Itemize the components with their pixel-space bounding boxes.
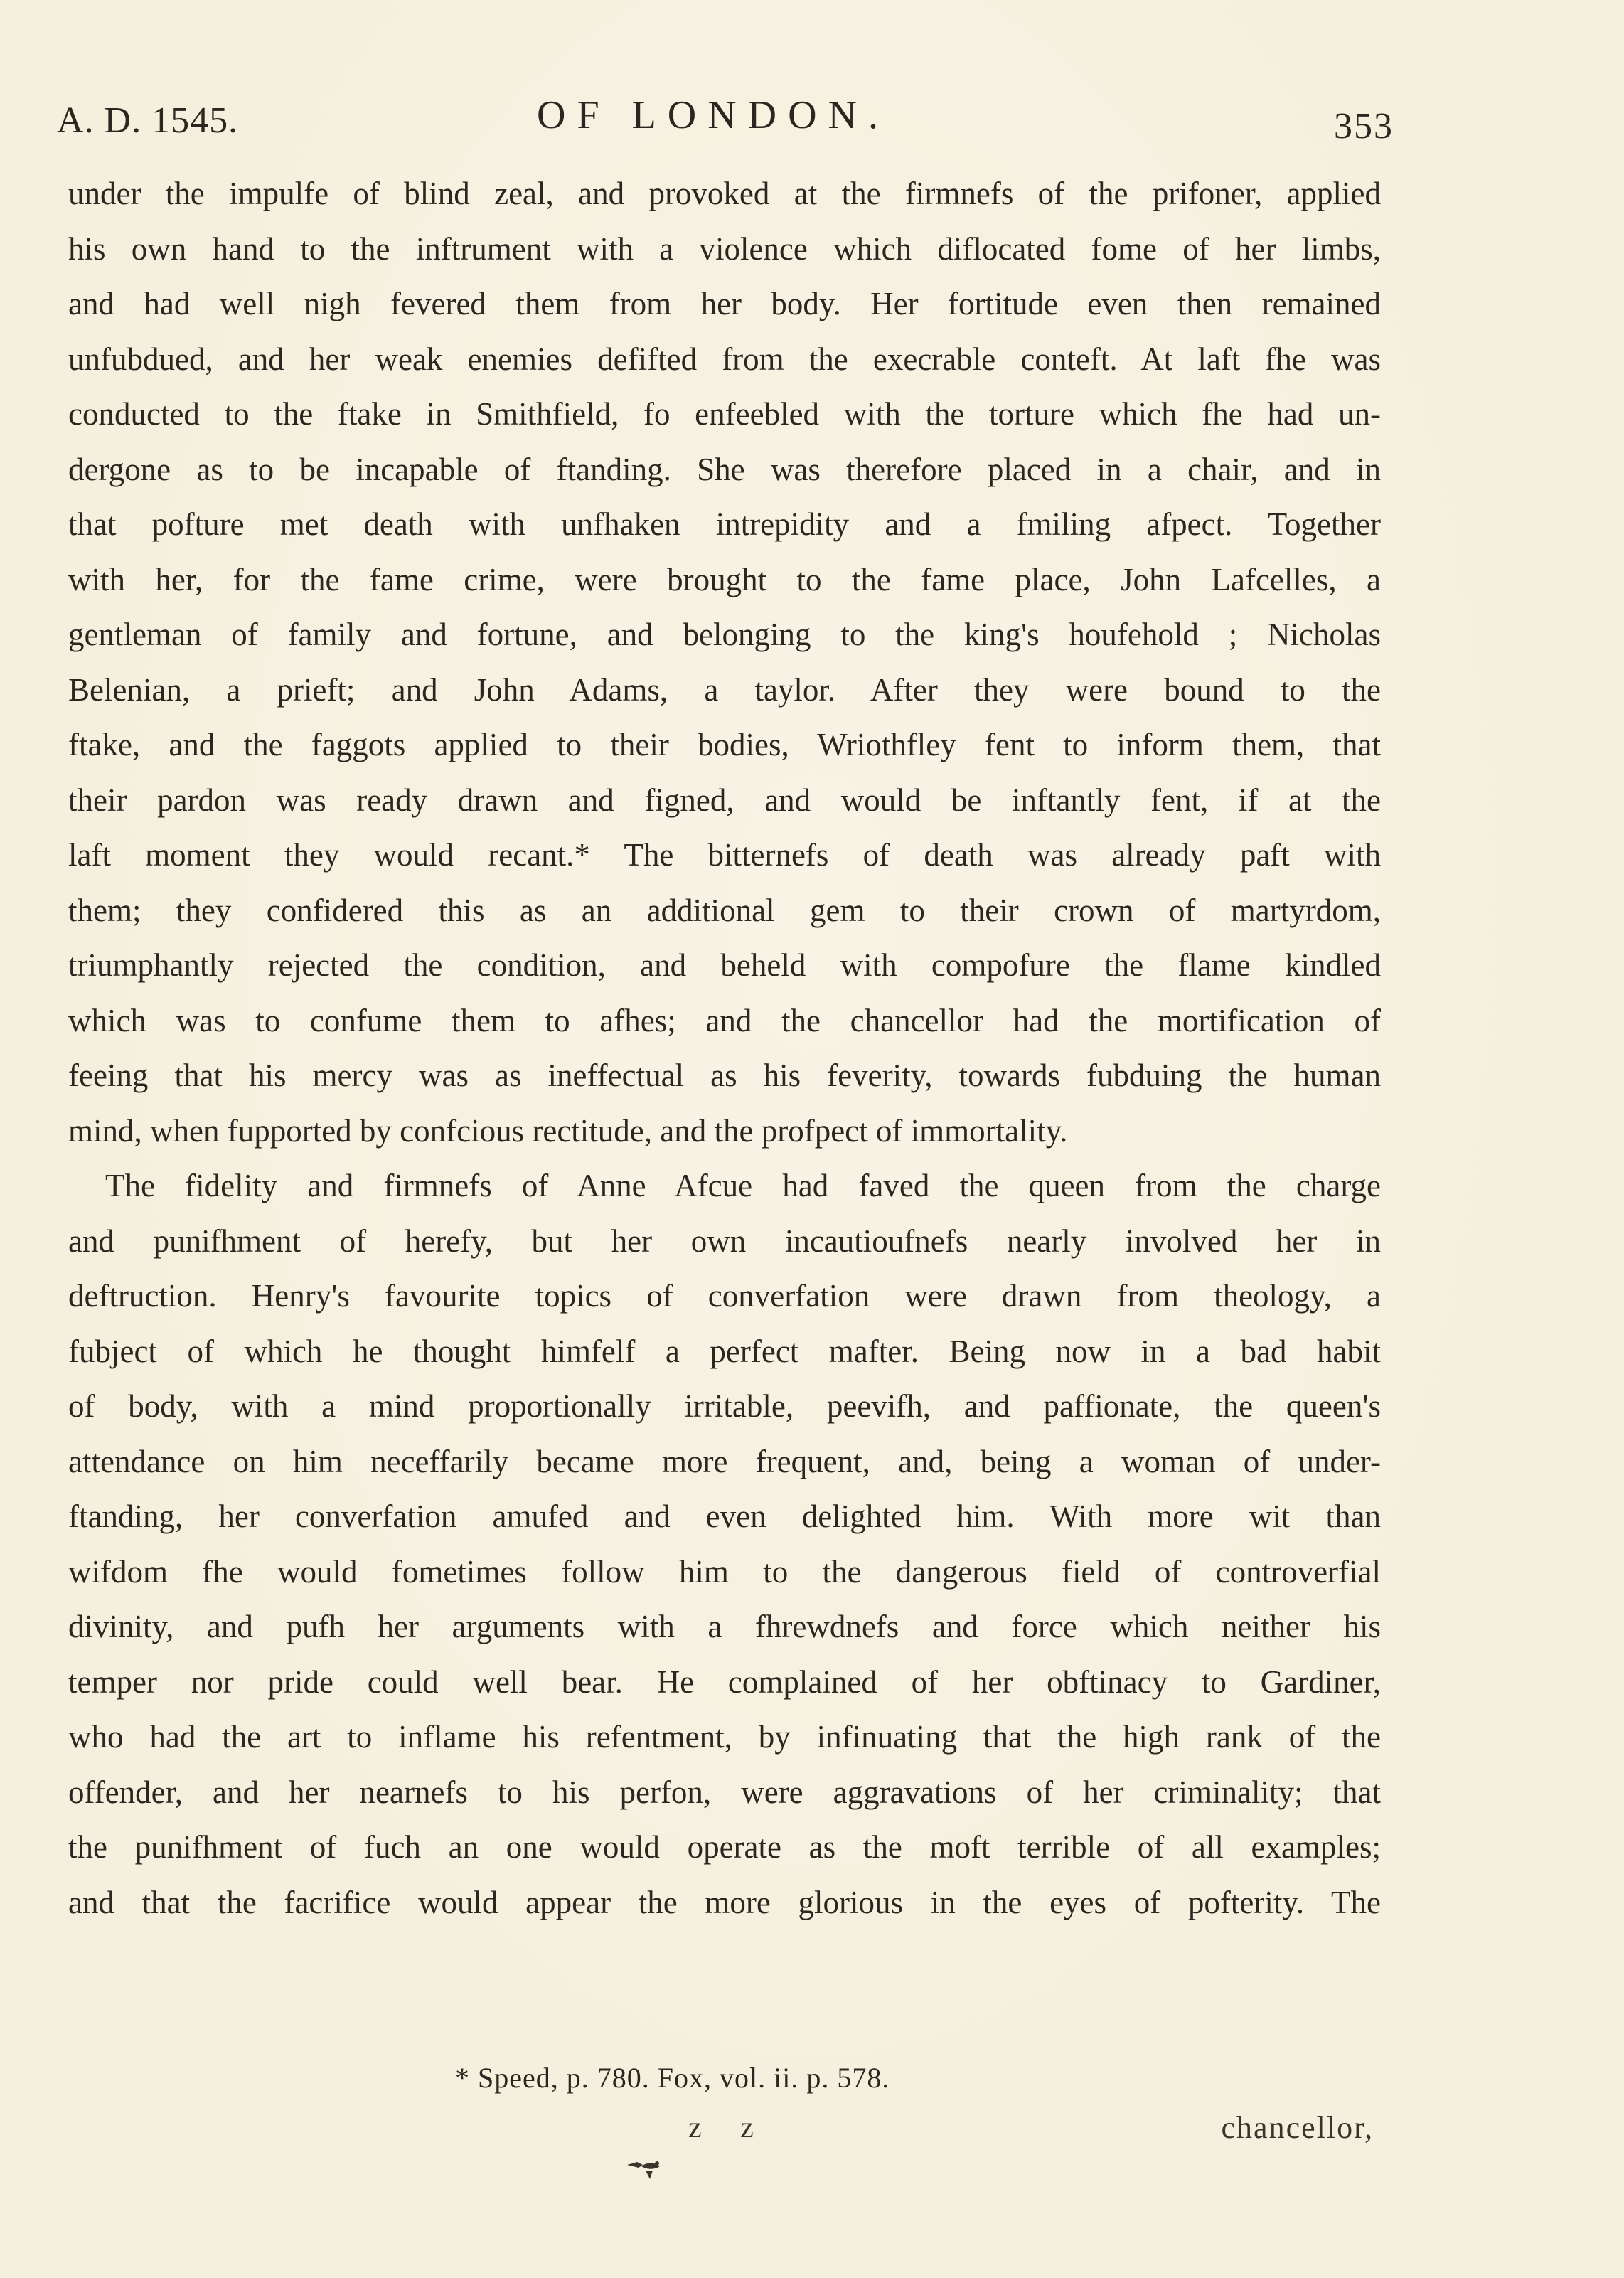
header-title: OF LONDON. bbox=[537, 93, 890, 137]
text-line: attendance on him neceffarily became more frequent, and, being a woman of under- bbox=[68, 1443, 1381, 1479]
page-number: 353 bbox=[1334, 106, 1394, 147]
text-line: them; they confidered this as an additional gem to their crown of martyrdom, bbox=[68, 892, 1381, 928]
text-line: Belenian, a prieft; and John Adams, a taylor. After they were bound to the bbox=[68, 671, 1381, 708]
text-line: and had well nigh fevered them from her body. Her fortitude even then remained bbox=[68, 286, 1381, 321]
text-line: their pardon was ready drawn and figned, and would be inftantly fent, if at the bbox=[68, 782, 1381, 818]
text-line: who had the art to inflame his refentment, by infinuating that the high rank of the bbox=[68, 1719, 1381, 1755]
text-line: divinity, and pufh her arguments with a fhrewdnefs and force which neither his bbox=[68, 1609, 1381, 1644]
running-head bbox=[57, 92, 1394, 149]
text-line: gentleman of family and fortune, and belonging to the king's houfehold ; Nicholas bbox=[68, 617, 1381, 652]
text-line: conducted to the ftake in Smithfield, fo enfeebled with the torture which fhe had un- bbox=[68, 396, 1381, 432]
text-line: of body, with a mind proportionally irritable, peevifh, and paffionate, the queen's bbox=[68, 1388, 1381, 1424]
text-line: ftanding, her converfation amufed and even delighted him. With more wit than bbox=[68, 1499, 1381, 1534]
text-line: and punifhment of herefy, but her own incautioufnefs nearly involved her in bbox=[68, 1223, 1381, 1259]
text-line: laft moment they would recant.* The bitternefs of death was already paft with bbox=[68, 837, 1381, 873]
signature-mark: z z bbox=[688, 2112, 769, 2144]
text-line: which was to confume them to afhes; and the chancellor had the mortification of bbox=[68, 1002, 1381, 1038]
text-line: triumphantly rejected the condition, and beheld with compofure the flame kindled bbox=[68, 947, 1381, 983]
body-text bbox=[68, 166, 1381, 1930]
footnote: * Speed, p. 780. Fox, vol. ii. p. 578. bbox=[455, 2062, 890, 2094]
text-line: the punifhment of fuch an one would operate as the moft terrible of all examples; bbox=[68, 1829, 1381, 1865]
text-line: temper nor pride could well bear. He complained of her obftinacy to Gardiner, bbox=[68, 1664, 1381, 1700]
text-line: and that the facrifice would appear the more glorious in the eyes of pofterity. The bbox=[68, 1884, 1381, 1920]
text-line: The fidelity and firmnefs of Anne Afcue had faved the queen from the charge bbox=[105, 1168, 1381, 1203]
text-line: his own hand to the inftrument with a violence which diflocated fome of her limbs, bbox=[68, 230, 1381, 267]
header-date: A. D. 1545. bbox=[57, 100, 239, 141]
text-line: fubject of which he thought himfelf a perfect mafter. Being now in a bad habit bbox=[68, 1333, 1381, 1369]
text-line: deftruction. Henry's favourite topics of converfation were drawn from theology, a bbox=[68, 1278, 1381, 1314]
text-line: with her, for the fame crime, were brought to the fame place, John Lafcelles, a bbox=[68, 561, 1381, 597]
text-line: unfubdued, and her weak enemies defifted from the execrable conteft. At laft fhe was bbox=[68, 341, 1381, 377]
text-line: dergone as to be incapable of ftanding. She was therefore placed in a chair, and in bbox=[68, 451, 1381, 487]
catchword: chancellor, bbox=[1221, 2110, 1374, 2145]
text-line: offender, and her nearnefs to his perfon, were aggravations of her criminality; that bbox=[68, 1774, 1381, 1810]
text-line: ftake, and the faggots applied to their bodies, Wriothfley fent to inform them, that bbox=[68, 727, 1381, 762]
text-line: feeing that his mercy was as ineffectual as his feverity, towards fubduing the human bbox=[68, 1058, 1381, 1093]
text-line: under the impulfe of blind zeal, and provoked at the firmnefs of the prifoner, applied bbox=[68, 176, 1381, 211]
text-line: mind, when fupported by confcious rectitude, and the profpect of immortality. bbox=[68, 1112, 1068, 1149]
printer-ornament-icon bbox=[624, 2155, 674, 2183]
text-line: wifdom fhe would fometimes follow him to the dangerous field of controverfial bbox=[68, 1553, 1381, 1590]
text-line: that pofture met death with unfhaken intrepidity and a fmiling afpect. Together bbox=[68, 506, 1381, 542]
